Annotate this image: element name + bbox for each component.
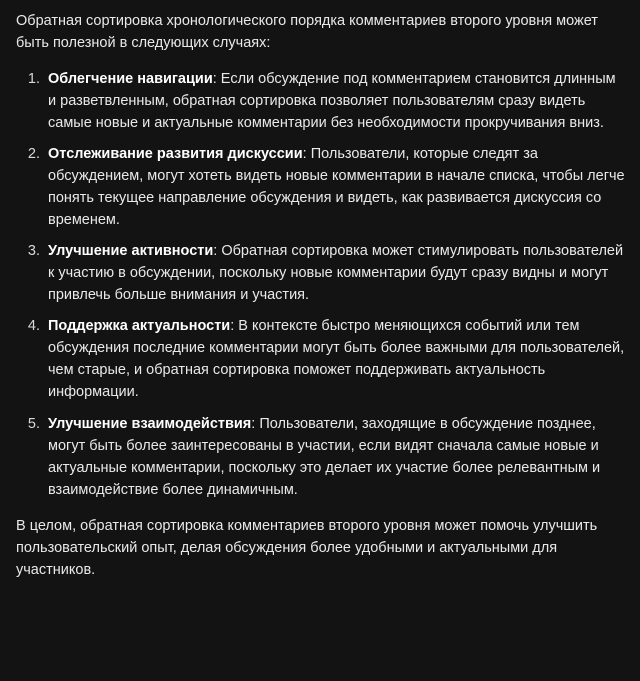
list-item [44, 68, 626, 134]
list-item-lead: Облегчение навигации [48, 71, 213, 88]
list-item-text: : Пользователи, которые следят за обсуждением, могут хотеть видеть новые комментарии в начале списка, чтобы легче понять текущее направление обсуждения и видеть, как развивается дискуссия со временем. [48, 146, 625, 229]
list-item-text: : Обратная сортировка может стимулировать пользователей к участию в обсуждении, поскольку новые комментарии будут сразу видны и могут привлечь больше внимания и участия. [48, 243, 624, 304]
list-item [44, 240, 626, 306]
list-item-text: : В контексте быстро меняющихся событий или тем обсуждения последние комментарии могут быть более важными для пользователей, чем старые, и обратная сортировка поможет поддерживать актуальность информации. [48, 318, 625, 401]
list-item [44, 143, 626, 231]
list-item-lead: Отслеживание развития дискуссии [48, 146, 303, 163]
list-item-lead: Улучшение активности [48, 243, 214, 260]
list-item-lead: Поддержка актуальности [48, 318, 231, 335]
list-item [44, 413, 626, 501]
reasons-list [16, 68, 626, 501]
list-item [44, 315, 626, 403]
conclusion-paragraph: В целом, обратная сортировка комментариев второго уровня может помочь улучшить пользовательский опыт, делая обсуждения более удобными и актуальными для участников. [16, 517, 598, 578]
list-item-text: : Пользователи, заходящие в обсуждение позднее, могут быть более заинтересованы в участии, если видят сначала самые новые и актуальные комментарии, поскольку это делает их участие более релевантным и взаимодействие более динамичным. [48, 415, 601, 498]
list-item-text: : Если обсуждение под комментарием становится длинным и разветвленным, обратная сортировка позволяет пользователям сразу видеть самые новые и актуальные комментарии без необходимости прокручивания вниз. [48, 71, 616, 132]
intro-paragraph: Обратная сортировка хронологического порядка комментариев второго уровня может быть полезной в следующих случаях: [16, 13, 598, 52]
list-item-lead: Улучшение взаимодействия [48, 415, 252, 432]
